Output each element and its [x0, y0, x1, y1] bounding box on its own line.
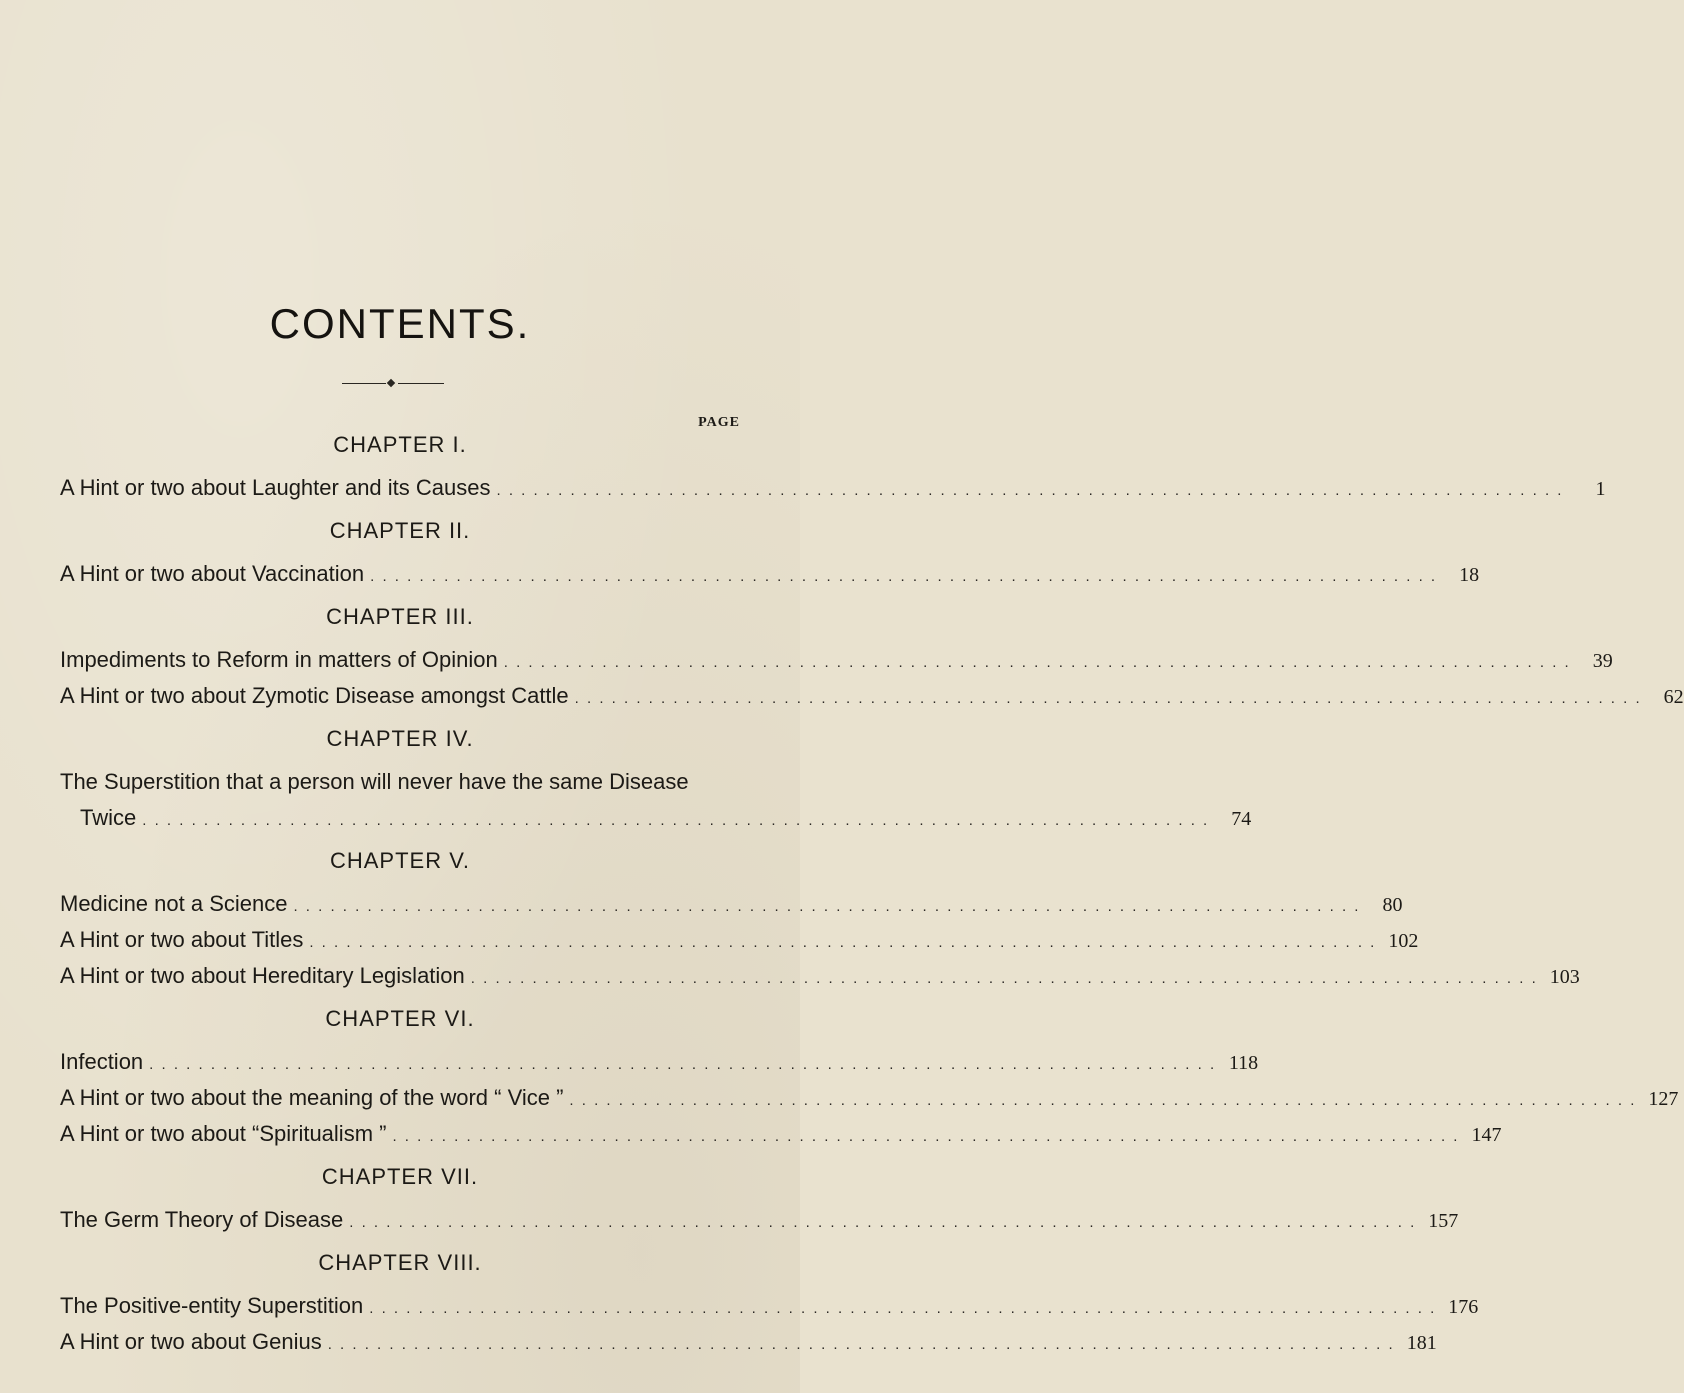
chapter-title: CHAPTER VIII. [318, 1250, 482, 1275]
entry-page-number: 102 [1388, 930, 1419, 952]
entry-page-number: 176 [1448, 1296, 1479, 1318]
toc-entry [60, 1044, 1259, 1080]
dot-leader: . . . . . . . . . . . . . . . . . . . . . . . . . . . . . . . . . . . . . . . . . . . . . . . . . . . . . . . . . . . . . . . . . . . . . . . . . . . . . . . . . . . . . . . [470, 970, 1538, 987]
dot-leader: . . . . . . . . . . . . . . . . . . . . . . . . . . . . . . . . . . . . . . . . . . . . . . . . . . . . . . . . . . . . . . . . . . . . . . . . . . . . . . . . . . . . . . . [569, 1092, 1637, 1109]
table-of-contents [60, 420, 1684, 1360]
entry-title: A Hint or two about Laughter and its Causes [60, 475, 491, 500]
dot-leader: . . . . . . . . . . . . . . . . . . . . . . . . . . . . . . . . . . . . . . . . . . . . . . . . . . . . . . . . . . . . . . . . . . . . . . . . . . . . . . . . . . . . . . . [293, 898, 1361, 915]
entry-title: A Hint or two about the meaning of the word “ Vice ” [60, 1085, 564, 1110]
entry-title: A Hint or two about Titles [60, 927, 304, 952]
entry-title-end: Twice [80, 805, 137, 830]
chapter-title: CHAPTER V. [329, 848, 470, 873]
toc-entry [60, 886, 1403, 922]
entry-page-number: 147 [1471, 1124, 1502, 1146]
toc-entry [60, 1202, 1459, 1238]
entry-title: The Superstition that a person will never have the same Disease [60, 769, 689, 794]
chapter-title: CHAPTER IV. [326, 726, 474, 751]
entry-title: Impediments to Reform in matters of Opinion [60, 647, 498, 672]
dot-leader: . . . . . . . . . . . . . . . . . . . . . . . . . . . . . . . . . . . . . . . . . . . . . . . . . . . . . . . . . . . . . . . . . . . . . . . . . . . . . . . . . . . . . . . [496, 482, 1564, 499]
toc-entry [60, 1324, 1437, 1360]
entry-title: A Hint or two about Genius [60, 1329, 322, 1354]
chapter-section [60, 714, 1252, 836]
entry-page-number: 103 [1549, 966, 1580, 988]
divider-line-left [342, 383, 386, 384]
entry-page-number: 181 [1406, 1332, 1437, 1354]
dot-leader: . . . . . . . . . . . . . . . . . . . . . . . . . . . . . . . . . . . . . . . . . . . . . . . . . . . . . . . . . . . . . . . . . . . . . . . . . . . . . . . . . . . . . . . [349, 1214, 1417, 1231]
entry-title: A Hint or two about Hereditary Legislation [60, 963, 465, 988]
chapter-title: CHAPTER I. [333, 432, 467, 457]
chapter-section [60, 994, 1679, 1152]
toc-entry [60, 556, 1480, 592]
chapter-section [60, 506, 1480, 592]
entry-page-number: 62 [1663, 686, 1684, 708]
divider-ornament [342, 380, 444, 388]
page-title: CONTENTS. [269, 300, 531, 347]
entry-title: Medicine not a Science [60, 891, 288, 916]
chapter-section [60, 836, 1580, 994]
entry-page-number: 127 [1648, 1088, 1679, 1110]
toc-entry [60, 1116, 1502, 1152]
chapter-title: CHAPTER II. [329, 518, 471, 543]
chapter-section [60, 420, 1606, 506]
chapter-section [60, 1238, 1479, 1360]
toc-entry [60, 1080, 1679, 1116]
entry-title: Infection [60, 1049, 144, 1074]
dot-leader: . . . . . . . . . . . . . . . . . . . . . . . . . . . . . . . . . . . . . . . . . . . . . . . . . . . . . . . . . . . . . . . . . . . . . . . . . . . . . . . . . . . . . . . [369, 1300, 1437, 1317]
divider-line-right [398, 383, 444, 384]
entry-page-number: 157 [1428, 1210, 1459, 1232]
entry-page-number: 1 [1595, 478, 1606, 500]
chapter-section [60, 1152, 1459, 1238]
entry-page-number: 118 [1228, 1052, 1259, 1074]
entry-title: A Hint or two about Vaccination [60, 561, 365, 586]
toc-entry [60, 678, 1684, 714]
entry-title-continuation [60, 800, 1252, 836]
dot-leader: . . . . . . . . . . . . . . . . . . . . . . . . . . . . . . . . . . . . . . . . . . . . . . . . . . . . . . . . . . . . . . . . . . . . . . . . . . . . . . . . . . . . . . . [392, 1128, 1460, 1145]
toc-entry [60, 764, 1252, 836]
entry-page-number: 80 [1382, 894, 1403, 916]
chapter-title: CHAPTER VI. [325, 1006, 475, 1031]
entry-page-number: 39 [1592, 650, 1613, 672]
chapter-title: CHAPTER VII. [321, 1164, 479, 1189]
toc-entry [60, 922, 1419, 958]
entry-title: The Germ Theory of Disease [60, 1207, 344, 1232]
toc-entry [60, 958, 1580, 994]
chapter-title: CHAPTER III. [326, 604, 474, 629]
dot-leader: . . . . . . . . . . . . . . . . . . . . . . . . . . . . . . . . . . . . . . . . . . . . . . . . . . . . . . . . . . . . . . . . . . . . . . . . . . . . . . . . . . . . . . . [503, 654, 1571, 671]
toc-entry [60, 470, 1606, 506]
dot-leader: . . . . . . . . . . . . . . . . . . . . . . . . . . . . . . . . . . . . . . . . . . . . . . . . . . . . . . . . . . . . . . . . . . . . . . . . . . . . . . . . . . . . . . . [149, 1056, 1217, 1073]
dot-leader: . . . . . . . . . . . . . . . . . . . . . . . . . . . . . . . . . . . . . . . . . . . . . . . . . . . . . . . . . . . . . . . . . . . . . . . . . . . . . . . . . . . . . . . [309, 934, 1377, 951]
chapter-section [60, 592, 1684, 714]
dot-leader: . . . . . . . . . . . . . . . . . . . . . . . . . . . . . . . . . . . . . . . . . . . . . . . . . . . . . . . . . . . . . . . . . . . . . . . . . . . . . . . . . . . . . . . [370, 568, 1438, 585]
dot-leader: . . . . . . . . . . . . . . . . . . . . . . . . . . . . . . . . . . . . . . . . . . . . . . . . . . . . . . . . . . . . . . . . . . . . . . . . . . . . . . . . . . . . . . . [574, 690, 1642, 707]
toc-entry [60, 642, 1613, 678]
entry-page-number: 74 [1231, 808, 1252, 830]
entry-title: A Hint or two about Zymotic Disease amongst Cattle [60, 683, 569, 708]
diamond-icon [387, 379, 395, 387]
toc-entry [60, 1288, 1479, 1324]
entry-title: The Positive-entity Superstition [60, 1293, 364, 1318]
dot-leader: . . . . . . . . . . . . . . . . . . . . . . . . . . . . . . . . . . . . . . . . . . . . . . . . . . . . . . . . . . . . . . . . . . . . . . . . . . . . . . . . . . . . . . . [142, 812, 1210, 829]
page-column-label: PAGE [698, 415, 740, 430]
entry-page-number: 18 [1459, 564, 1480, 586]
dot-leader: . . . . . . . . . . . . . . . . . . . . . . . . . . . . . . . . . . . . . . . . . . . . . . . . . . . . . . . . . . . . . . . . . . . . . . . . . . . . . . . . . . . . . . . [327, 1336, 1395, 1353]
entry-title: A Hint or two about “Spiritualism ” [60, 1121, 387, 1146]
